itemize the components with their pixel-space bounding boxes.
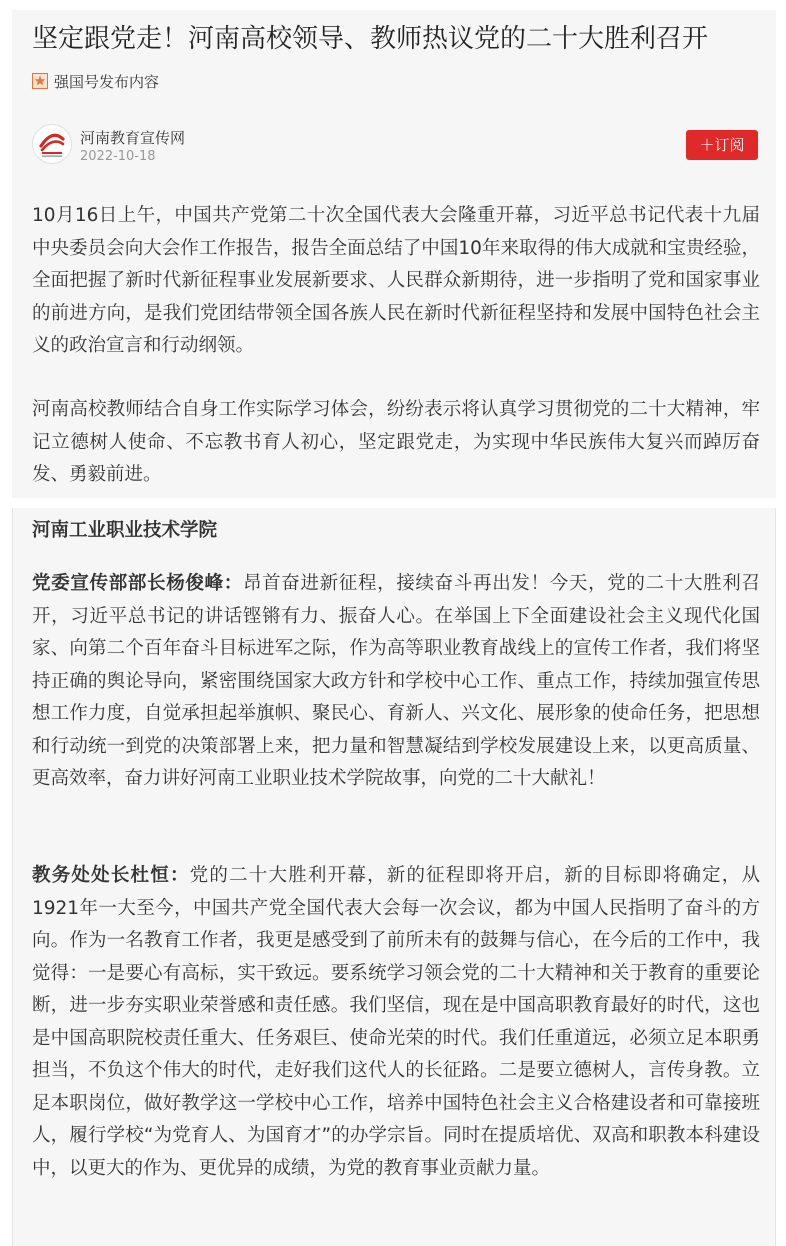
statement-paragraph-1	[32, 568, 760, 796]
xuexi-badge-icon	[32, 73, 48, 89]
author-bar	[32, 124, 758, 168]
section-heading: 河南工业职业技术学院	[32, 520, 218, 541]
intro-paragraph-2: 河南高校教师结合自身工作实际学习体会，纷纷表示将认真学习贯彻党的二十大精神，牢记立德树人使命、不忘教书育人初心，坚定跟党走，为实现中华民族伟大复兴而踔厉奋发、勇毅前进。	[32, 399, 760, 485]
source-label: 强国号发布内容	[54, 72, 160, 91]
statement-text: 党的二十大胜利开幕，新的征程即将开启，新的目标即将确定，从1921年一大至今，中国共产党全国代表大会每一次会议，都为中国人民指明了奋斗的方向。作为一名教育工作者，我更是感受到了前所未有的鼓舞与信心，在今后的工作中，我觉得：一是要心有高标，实干致远。要系统学习领会党的二十大精神和关于教育的重要论断，进一步夯实职业荣誉感和责任感。我们坚信，现在是中国高职教育最好的时代，这也是中国高职院校责任重大、任务艰巨、使命光荣的时代。我们任重道远，必须立足本职勇担当，不负这个伟大的时代，走好我们这代人的长征路。二是要立德树人，言传身教。立足本职岗位，做好教学这一学校中心工作，培养中国特色社会主义合格建设者和可靠接班人，履行学校“为党育人、为国育才”的办学宗旨。同时在提质培优、双高和职教本科建设中，以更大的作为、更优异的成绩，为党的教育事业贡献力量。	[32, 865, 760, 1179]
source-label-row	[32, 70, 159, 92]
statement-paragraph-2	[32, 860, 760, 1185]
speaker-name: 教务处处长杜恒：	[32, 865, 190, 886]
intro-paragraph-1: 10月16日上午，中国共产党第二十次全国代表大会隆重开幕，习近平总书记代表十九届中央委员会向大会作工作报告，报告全面总结了中国10年来取得的伟大成就和宝贵经验，全面把握了新时代新征程事业发展新要求、人民群众新期待，进一步指明了党和国家事业的前进方向，是我们党团结带领全国各族人民在新时代新征程坚持和发展中国特色社会主义的政治宣言和行动纲领。	[32, 205, 760, 356]
statement-text: 昂首奋进新征程，接续奋斗再出发！今天，党的二十大胜利召开，习近平总书记的讲话铿锵有力、振奋人心。在举国上下全面建设社会主义现代化国家、向第二个百年奋斗目标进军之际，作为高等职业教育战线上的宣传工作者，我们将坚持正确的舆论导向，紧密围绕国家大政方针和学校中心工作、重点工作，持续加强宣传思想工作力度，自觉承担起举旗帜、聚民心、育新人、兴文化、展形象的使命任务，把思想和行动统一到党的决策部署上来，把力量和智慧凝结到学校发展建设上来，以更高质量、更高效率，奋力讲好河南工业职业技术学院故事，向党的二十大献礼！	[32, 573, 760, 789]
article-title: 坚定跟党走！河南高校领导、教师热议党的二十大胜利召开	[32, 24, 709, 54]
author-name[interactable]: 河南教育宣传网	[80, 129, 186, 147]
speaker-name: 党委宣传部部长杨俊峰：	[32, 573, 243, 594]
subscribe-button[interactable]: ＋订阅	[686, 130, 758, 160]
publish-date: 2022-10-18	[80, 149, 156, 164]
henan-education-logo-icon[interactable]	[32, 124, 72, 164]
